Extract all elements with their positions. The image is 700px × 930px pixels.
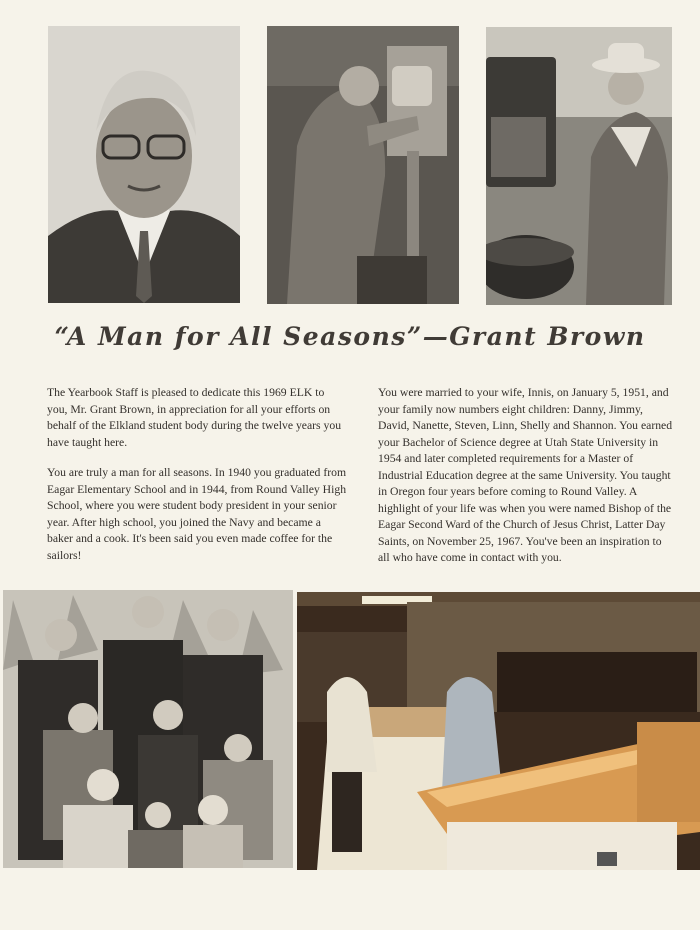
dedication-column-left (47, 385, 347, 578)
paragraph: The Yearbook Staff is pleased to dedicate this 1969 ELK to you, Mr. Grant Brown, in appreciation for all your efforts on behalf of the Elkland student body during the twelve years you have taught here. (47, 386, 342, 449)
outdoor-kettle-photo (486, 27, 672, 305)
paragraph: You were married to your wife, Innis, on January 5, 1951, and your family now numbers eight children: Danny, Jimmy, David, Nanette, Steven, Linn, Shelly and Shannon. You earned your Bachelor of Science degree at Utah State University in 1954 and later completed requirements for a Master of Industrial Education degree at the same University. You taught in Oregon four years before coming to Round Valley. A highlight of your life was when you were named Bishop of the Eagar Second Ward of the Church of Jesus Christ, Latter Day Saints, on November 25, 1967. You've been an inspiration to all who have come in contact with you. (378, 386, 673, 564)
page-title: “A Man for All Seasons”—Grant Brown (54, 322, 646, 351)
dedication-column-right (378, 385, 674, 581)
drill-press-photo (267, 26, 459, 304)
woodshop-classroom-photo (297, 592, 700, 870)
portrait-photo (48, 26, 240, 303)
family-portrait-photo (3, 590, 293, 868)
paragraph: You are truly a man for all seasons. In 1940 you graduated from Eagar Elementary School and in 1944, from Round Valley High School, where you were student body president in your senior year. After high school, you joined the Navy and became a baker and a cook. It's been said you even made coffee for the sailors! (47, 466, 347, 562)
